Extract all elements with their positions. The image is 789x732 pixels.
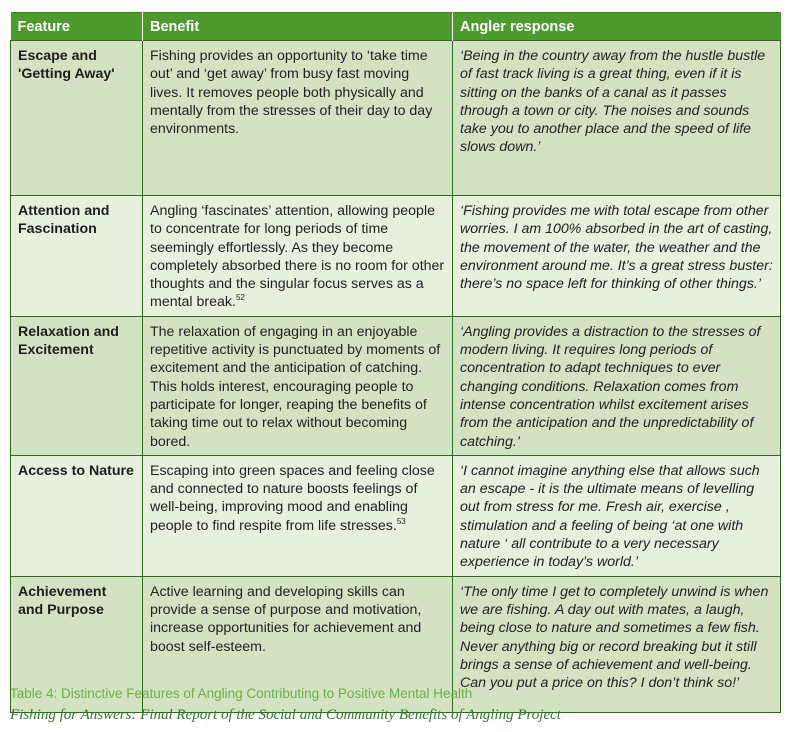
benefit-text: Escaping into green spaces and feeling close and connected to nature boosts feelings of well-being, improving mood and enabling people to find respite from life stresses. [150,462,435,534]
table-row [11,455,781,576]
benefit-text: Angling ‘fascinates’ attention, allowing people to concentrate for long periods of time seemingly effortlessly. As they become completely absorbed there is no room for other thoughts and the singular focus serves as a mental break. [150,203,445,311]
feature-cell: Access to Nature [11,455,143,576]
feature-cell: Achievement and Purpose [11,576,143,712]
feature-cell: Relaxation and Excitement [11,316,143,455]
table-header-row [11,13,781,41]
response-cell: ‘The only time I get to completely unwind is when we are fishing. A day out with mates, a laugh, being close to nature and sometimes a few fish. Never anything big or record breaking but it still brings a sense of achievement and well-being. Can you put a price on this? I don’t think so!’ [453,576,781,712]
benefit-text: Fishing provides an opportunity to ‘take time out’ and ‘get away’ from busy fast moving lives. It removes people both physically and mentally from the stresses of their day to day environments. [150,48,433,138]
benefit-cell [143,316,453,455]
table-row [11,196,781,317]
features-table [10,12,781,713]
benefit-text: The relaxation of engaging in an enjoyable repetitive activity is punctuated by moments of excitement and the anticipation of catching. This holds interest, encouraging people to participate for longer, reaping the benefits of taking time out to relax without becoming bored. [150,323,441,450]
benefit-cell [143,455,453,576]
response-cell: ‘Being in the country away from the hustle bustle of fast track living is a great thing, even if it is sitting on the banks of a canal as it passes through a town or city. The noises and sounds take you to another place and the speed of life slows down.’ [453,41,781,196]
footnote-ref: 53 [396,516,406,526]
source-citation: Fishing for Answers: Final Report of the Social and Community Benefits of Angling Project [10,707,561,723]
table-caption: Table 4: Distinctive Features of Angling Contributing to Positive Mental Health [10,686,473,701]
benefit-cell [143,196,453,317]
response-cell: ‘Fishing provides me with total escape from other worries. I am 100% absorbed in the art of casting, the movement of the water, the weather and the environment around me. It’s a great stress buster: there’s no space left for thinking of other things.’ [453,196,781,317]
header-angler-response: Angler response [453,13,781,41]
header-feature: Feature [11,13,143,41]
table-row [11,316,781,455]
table-row [11,41,781,196]
footnote-ref: 52 [235,293,245,303]
feature-cell: Escape and 'Getting Away' [11,41,143,196]
response-cell: ‘I cannot imagine anything else that allows such an escape - it is the ultimate means of levelling out from stress for me. Fresh air, exercise , stimulation and a feeling of being ‘at one with nature ‘ all contribute to a very necessary experience in today’s world.’ [453,455,781,576]
benefit-text: Active learning and developing skills can provide a sense of purpose and motivation, increase opportunities for achievement and boost self-esteem. [150,583,422,655]
benefit-cell [143,41,453,196]
header-benefit: Benefit [143,13,453,41]
response-cell: ‘Angling provides a distraction to the stresses of modern living. It requires long periods of concentration to adapt techniques to ever changing conditions. Relaxation comes from intense concentration whilst excitement arises from the anticipation and the unpredictability of catching.’ [453,316,781,455]
feature-cell: Attention and Fascination [11,196,143,317]
